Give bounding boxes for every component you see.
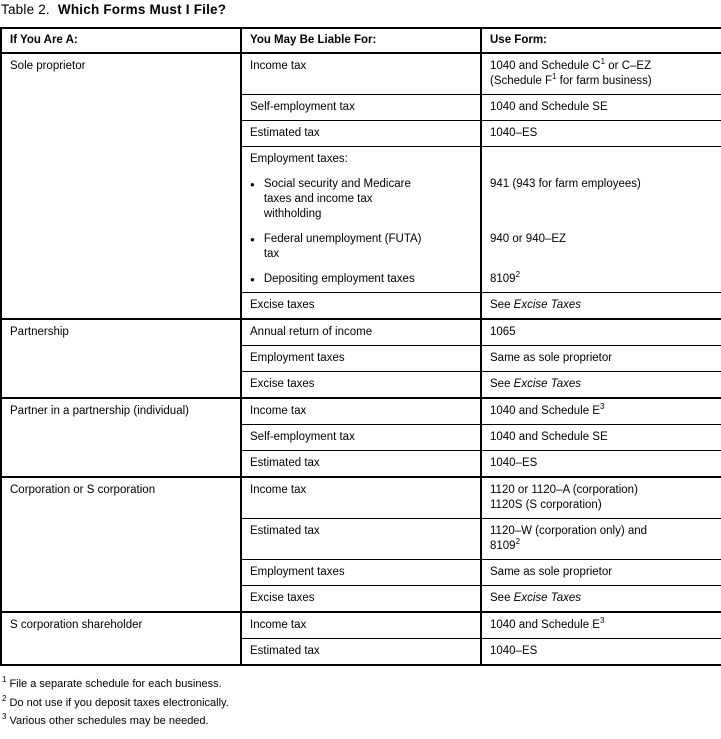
footnote-item — [2, 675, 721, 694]
liable-cell: Income tax — [241, 53, 481, 95]
form-cell: Same as sole proprietor — [481, 560, 721, 586]
liable-cell: Employment taxes — [241, 560, 481, 586]
table-row — [1, 319, 721, 346]
bullet-text: Depositing employment taxes — [263, 273, 415, 285]
bullet-text: Federal unemployment (FUTA) tax — [263, 233, 422, 260]
footnote-text: Do not use if you deposit taxes electronically. — [9, 696, 229, 709]
forms-table — [0, 27, 721, 666]
liable-cell: Income tax — [241, 477, 481, 519]
footnote-marker: 3 — [2, 712, 7, 722]
form-cell: 941 (943 for farm employees) — [481, 172, 721, 227]
liable-cell: Employment taxes: — [241, 147, 481, 173]
column-header-liable-for: You May Be Liable For: — [241, 28, 481, 53]
form-cell: 1065 — [481, 319, 721, 346]
bullet-text: Social security and Medicare taxes and income tax withholding — [263, 178, 411, 220]
liable-cell: Estimated tax — [241, 451, 481, 478]
form-cell: 1120–W (corporation only) and 8109$^2$ — [481, 519, 721, 560]
liable-cell: Self-employment tax — [241, 425, 481, 451]
liable-cell — [241, 267, 481, 293]
form-cell: See Excise Taxes — [481, 586, 721, 613]
entity-cell: Partner in a partnership (individual) — [1, 398, 241, 477]
liable-cell: Self-employment tax — [241, 95, 481, 121]
footnote-marker: 1 — [2, 675, 7, 685]
footnotes — [2, 675, 721, 731]
column-header-if-you-are-a: If You Are A: — [1, 28, 241, 53]
page-title — [1, 2, 721, 27]
entity-cell: Corporation or S corporation — [1, 477, 241, 612]
form-cell: 1040–ES — [481, 639, 721, 666]
liable-cell — [241, 172, 481, 227]
bullet-icon: ● — [250, 180, 255, 189]
footnote-item — [2, 712, 721, 731]
bullet-icon: ● — [250, 235, 255, 244]
footnote-text: Various other schedules may be needed. — [9, 715, 209, 727]
liable-cell: Excise taxes — [241, 293, 481, 320]
liable-cell: Estimated tax — [241, 639, 481, 666]
bullet-icon: ● — [250, 275, 255, 284]
form-cell — [481, 147, 721, 173]
footnote-text: File a separate schedule for each business. — [9, 678, 222, 690]
liable-cell: Employment taxes — [241, 346, 481, 372]
liable-cell: Excise taxes — [241, 372, 481, 399]
form-cell: 1040 and Schedule $E^3$ — [481, 398, 721, 425]
table-row — [1, 398, 721, 425]
form-cell: 1040–ES — [481, 121, 721, 147]
form-cell: 1120 or 1120–A (corporation) 1120S (S corporation) — [481, 477, 721, 519]
entity-cell: Sole proprietor — [1, 53, 241, 319]
liable-cell: Annual return of income — [241, 319, 481, 346]
table-number-label: Table 2. — [1, 2, 50, 17]
form-cell: 1040 and Schedule SE — [481, 95, 721, 121]
entity-cell: S corporation shareholder — [1, 612, 241, 665]
table-row — [1, 477, 721, 519]
form-cell: See Excise Taxes — [481, 372, 721, 399]
form-cell: 1040 and Schedule $C^1$ or C–EZ (Schedule $F^1$ for farm business) — [481, 53, 721, 95]
footnote-marker: 2 — [2, 693, 7, 703]
liable-cell: Estimated tax — [241, 121, 481, 147]
liable-cell: Income tax — [241, 612, 481, 639]
form-cell: 940 or 940–EZ — [481, 227, 721, 267]
table-body — [1, 53, 721, 665]
table-row — [1, 612, 721, 639]
liable-cell: Estimated tax — [241, 519, 481, 560]
table-title-text: Which Forms Must I File? — [57, 2, 227, 17]
form-cell: See Excise Taxes — [481, 293, 721, 320]
liable-cell: Income tax — [241, 398, 481, 425]
column-header-use-form: Use Form: — [481, 28, 721, 53]
table-header-row — [1, 28, 721, 53]
table-row — [1, 53, 721, 95]
form-cell: Same as sole proprietor — [481, 346, 721, 372]
liable-cell — [241, 227, 481, 267]
form-cell: 1040–ES — [481, 451, 721, 478]
footnote-item — [2, 694, 721, 713]
form-cell: 8109$^2$ — [481, 267, 721, 293]
liable-cell: Excise taxes — [241, 586, 481, 613]
form-cell: 1040 and Schedule SE — [481, 425, 721, 451]
entity-cell: Partnership — [1, 319, 241, 398]
form-cell: 1040 and Schedule $E^3$ — [481, 612, 721, 639]
